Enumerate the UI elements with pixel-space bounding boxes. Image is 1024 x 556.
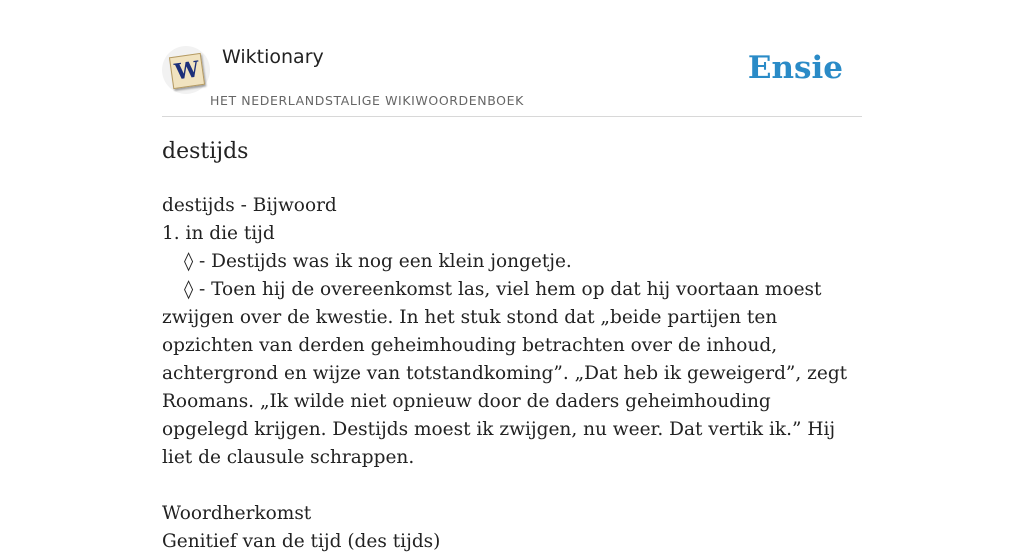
site-name[interactable]: Wiktionary xyxy=(222,46,324,68)
page-title: destijds xyxy=(162,139,249,164)
logo-tile xyxy=(169,53,205,89)
definition: 1. in die tijd xyxy=(162,223,275,244)
ensie-brand-link[interactable]: Ensie xyxy=(747,50,843,86)
wiktionary-logo[interactable] xyxy=(162,46,210,94)
spacer xyxy=(162,472,862,500)
entry-content xyxy=(162,192,862,556)
logo-letter: W xyxy=(172,56,202,86)
example-sentence: ◊ - Destijds was ik nog een klein jongetje. xyxy=(184,251,572,272)
site-header xyxy=(162,40,862,117)
site-tagline: HET NEDERLANDSTALIGE WIKIWOORDENBOEK xyxy=(210,93,524,108)
example-sentence: ◊ - Toen hij de overeenkomst las, viel hem op dat hij voortaan moest zwijgen over de kwestie. In het stuk stond dat „beide partijen ten opzichten van derden geheimhouding betrachten over de inhoud, achtergrond en wijze van totstandkoming”. „Dat heb ik geweigerd”, zegt Roomans. „Ik wilde niet opnieuw door de daders geheimhouding opgelegd krijgen. Destijds moest ik zwijgen, nu weer. Dat vertik ik.” Hij liet de clausule schrappen. xyxy=(162,279,848,468)
etymology-text: Genitief van de tijd (des tijds) xyxy=(162,531,441,552)
etymology-heading: Woordherkomst xyxy=(162,503,312,524)
part-of-speech-line: destijds - Bijwoord xyxy=(162,195,337,216)
